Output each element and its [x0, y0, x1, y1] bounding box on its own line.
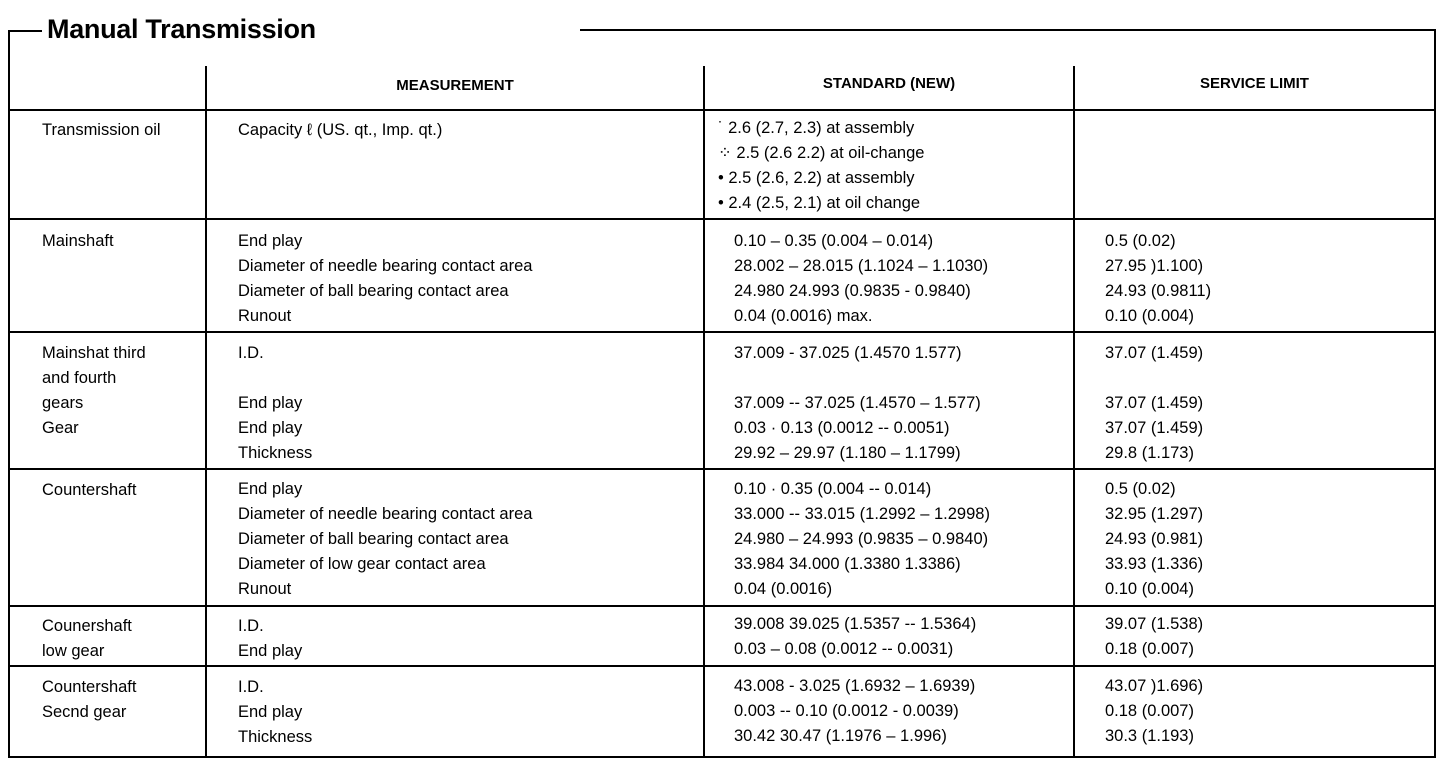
- item-mainshaft: Mainshaft: [42, 232, 114, 250]
- service-limit-countershaft-second-gear: 43.07 )1.696) 0.18 (0.007) 30.3 (1.193): [1105, 677, 1204, 745]
- frame-top-right: [580, 29, 1435, 31]
- divider-row-2: [8, 331, 1436, 333]
- divider-col-2: [703, 66, 705, 756]
- item-mainshaft-gears: Mainshat third and fourth gears Gear: [42, 344, 146, 437]
- service-limit-mainshaft: 0.5 (0.02) 27.95 )1.100) 24.93 (0.9811) 0.10 (0.004): [1105, 232, 1212, 325]
- frame-left: [8, 30, 10, 758]
- standard-countershaft: 0.10 · 0.35 (0.004 -- 0.014) 33.000 -- 33.015 (1.2992 – 1.2998) 24.980 – 24.993 (0.9835 – 0.9840) 33.984 34.000 (1.3380 1.3386) 0.04 (0.0016): [734, 480, 990, 598]
- item-countershaft-low-gear: Counershaft low gear: [42, 617, 132, 660]
- item-transmission-oil: Transmission oil: [42, 121, 161, 139]
- measurement-mainshaft-gears: I.D. End play End play Thickness: [238, 344, 313, 462]
- divider-row-4: [8, 605, 1436, 607]
- standard-transmission-oil: ˙ 2.6 (2.7, 2.3) at assembly ⁘ 2.5 (2.6 2.2) at oil-change • 2.5 (2.6, 2.2) at assembly • 2.4 (2.5, 2.1) at oil change: [718, 119, 925, 212]
- column-header-service-limit: SERVICE LIMIT: [1200, 75, 1309, 92]
- measurement-countershaft-second-gear: I.D. End play Thickness: [238, 678, 313, 746]
- divider-row-1: [8, 218, 1436, 220]
- standard-mainshaft-gears: 37.009 - 37.025 (1.4570 1.577) 37.009 -- 37.025 (1.4570 – 1.577) 0.03 · 0.13 (0.0012 -- 0.0051) 29.92 – 29.97 (1.180 – 1.1799): [734, 344, 981, 462]
- standard-countershaft-low-gear: 39.008 39.025 (1.5357 -- 1.5364) 0.03 – 0.08 (0.0012 -- 0.0031): [734, 615, 977, 658]
- column-header-standard: STANDARD (NEW): [822, 75, 956, 92]
- standard-countershaft-second-gear: 43.008 - 3.025 (1.6932 – 1.6939) 0.003 -- 0.10 (0.0012 - 0.0039) 30.42 30.47 (1.1976 – 1.996): [734, 677, 976, 745]
- service-limit-countershaft-low-gear: 39.07 (1.538) 0.18 (0.007): [1105, 615, 1204, 658]
- service-limit-countershaft: 0.5 (0.02) 32.95 (1.297) 24.93 (0.981) 33.93 (1.336) 0.10 (0.004): [1105, 480, 1204, 598]
- measurement-mainshaft: End play Diameter of needle bearing contact area Diameter of ball bearing contact area Runout: [238, 232, 533, 325]
- frame-bottom: [8, 756, 1436, 758]
- measurement-transmission-oil: Capacity ℓ (US. qt., Imp. qt.): [238, 121, 443, 139]
- divider-row-5: [8, 665, 1436, 667]
- divider-header: [8, 109, 1436, 111]
- divider-col-3: [1073, 66, 1075, 756]
- item-countershaft: Countershaft: [42, 481, 137, 499]
- measurement-countershaft: End play Diameter of needle bearing contact area Diameter of ball bearing contact area Diameter of low gear contact area Runout: [238, 480, 533, 598]
- item-countershaft-second-gear: Countershaft Secnd gear: [42, 678, 137, 721]
- standard-mainshaft: 0.10 – 0.35 (0.004 – 0.014) 28.002 – 28.015 (1.1024 – 1.1030) 24.980 24.993 (0.9835 - 0.9840) 0.04 (0.0016) max.: [734, 232, 989, 325]
- column-header-measurement: MEASUREMENT: [396, 77, 514, 94]
- frame-right: [1434, 29, 1436, 758]
- page-title: Manual Transmission: [47, 14, 316, 44]
- measurement-countershaft-low-gear: I.D. End play: [238, 617, 303, 660]
- divider-col-1: [205, 66, 207, 756]
- service-limit-mainshaft-gears: 37.07 (1.459) 37.07 (1.459) 37.07 (1.459) 29.8 (1.173): [1105, 344, 1204, 462]
- frame-top-left: [8, 30, 42, 32]
- divider-row-3: [8, 468, 1436, 470]
